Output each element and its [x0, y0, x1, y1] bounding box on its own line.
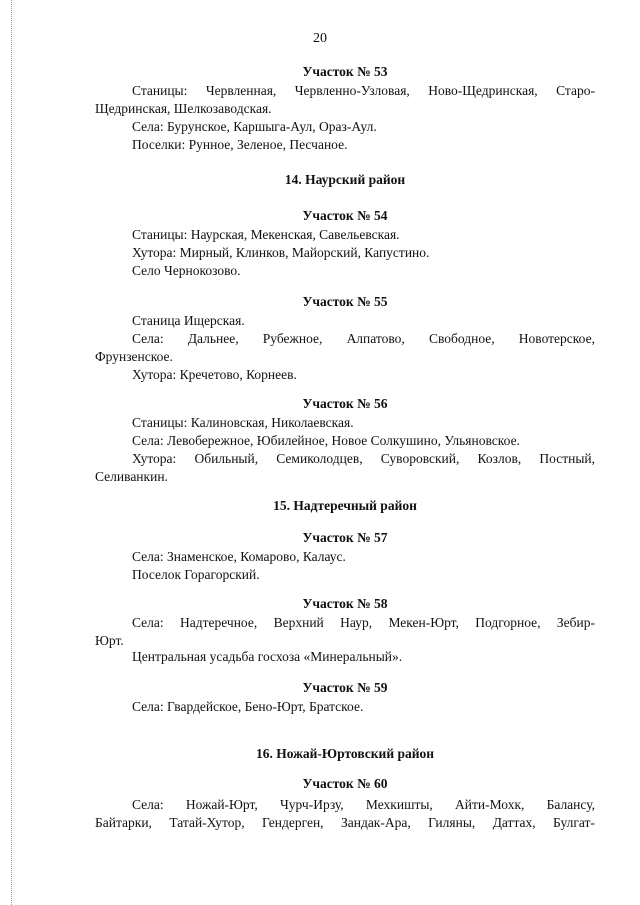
section-53-title: Участок № 53 — [302, 64, 388, 79]
word: Новотерское, — [518, 331, 595, 346]
region-15-title: 15. Надтеречный район — [273, 498, 417, 513]
page-number: 20 — [313, 31, 327, 46]
section-55-line-1: Станица Ищерская. — [132, 313, 245, 328]
section-58-line-1 — [132, 614, 595, 631]
section-55-line-2 — [132, 330, 595, 347]
word: Надтеречное, — [180, 615, 258, 630]
word: Рубежное, — [262, 331, 323, 346]
section-55-line-4: Хутора: Кречетово, Корнеев. — [132, 367, 297, 382]
word: Байтарки, — [95, 815, 152, 830]
section-57-title: Участок № 57 — [302, 530, 388, 545]
word: Семиколодцев, — [276, 451, 363, 466]
section-54-line-1: Станицы: Наурская, Мекенская, Савельевская. — [132, 227, 400, 242]
word: Старо- — [556, 83, 595, 98]
section-53-line-1 — [132, 82, 595, 99]
section-56-line-1: Станицы: Калиновская, Николаевская. — [132, 415, 354, 430]
section-55-line-3: Фрунзенское. — [95, 349, 173, 364]
word: Суворовский, — [380, 451, 460, 466]
scan-margin-line — [11, 0, 13, 905]
word: Мекен-Юрт, — [388, 615, 459, 630]
section-53-line-4: Поселки: Рунное, Зеленое, Песчаное. — [132, 137, 348, 152]
section-53-line-3: Села: Бурунское, Каршыга-Аул, Ораз-Аул. — [132, 119, 377, 134]
section-56-line-4: Селиванкин. — [95, 469, 168, 484]
word: Гиляны, — [428, 815, 476, 830]
word: Айти-Мохк, — [455, 797, 525, 812]
region-16-title: 16. Ножай-Юртовский район — [255, 746, 435, 761]
section-54-title: Участок № 54 — [302, 208, 388, 223]
word: Наур, — [340, 615, 373, 630]
word: Даттах, — [492, 815, 536, 830]
word: Станицы: — [132, 83, 188, 98]
section-60-line-2 — [95, 814, 595, 831]
word: Постный, — [539, 451, 595, 466]
word: Подгорное, — [475, 615, 541, 630]
word: Свободное, — [428, 331, 495, 346]
word: Татай-Хутор, — [169, 815, 245, 830]
section-59-title: Участок № 59 — [302, 680, 388, 695]
section-57-line-1: Села: Знаменское, Комарово, Калаус. — [132, 549, 346, 564]
section-54-line-2: Хутора: Мирный, Клинков, Майорский, Капустино. — [132, 245, 430, 260]
section-56-line-2: Села: Левобережное, Юбилейное, Новое Солкушино, Ульяновское. — [132, 433, 520, 448]
region-14-title: 14. Наурский район — [284, 172, 406, 187]
section-55-title: Участок № 55 — [302, 294, 388, 309]
section-60-title: Участок № 60 — [302, 776, 388, 791]
section-58-line-3: Центральная усадьба госхоза «Минеральный». — [132, 649, 403, 664]
word: Ножай-Юрт, — [185, 797, 258, 812]
section-57-line-2: Поселок Горагорский. — [132, 567, 260, 582]
section-54-line-3: Село Чернокозово. — [132, 263, 241, 278]
word: Мехкишты, — [365, 797, 433, 812]
word: Зебир- — [556, 615, 595, 630]
word: Гендерген, — [262, 815, 324, 830]
word: Чурч-Ирзу, — [279, 797, 344, 812]
section-60-line-1 — [132, 796, 595, 813]
word: Зандак-Ара, — [340, 815, 411, 830]
word: Червленная, — [205, 83, 277, 98]
word: Дальнее, — [187, 331, 239, 346]
section-58-title: Участок № 58 — [302, 596, 388, 611]
section-56-line-3 — [132, 450, 595, 467]
word: Села: — [132, 615, 164, 630]
word: Червленно-Узловая, — [294, 83, 410, 98]
word: Балансу, — [546, 797, 595, 812]
word: Села: — [132, 331, 164, 346]
word: Ново-Щедринская, — [428, 83, 538, 98]
word: Алпатово, — [346, 331, 405, 346]
section-53-line-2: Щедринская, Шелкозаводская. — [95, 101, 272, 116]
word: Обильный, — [194, 451, 259, 466]
word: Козлов, — [477, 451, 522, 466]
word: Села: — [132, 797, 164, 812]
section-56-title: Участок № 56 — [302, 396, 388, 411]
word: Верхний — [273, 615, 324, 630]
section-59-line-1: Села: Гвардейское, Бено-Юрт, Братское. — [132, 699, 364, 714]
word: Хутора: — [132, 451, 177, 466]
section-58-line-2: Юрт. — [95, 633, 124, 648]
word: Булгат- — [553, 815, 595, 830]
